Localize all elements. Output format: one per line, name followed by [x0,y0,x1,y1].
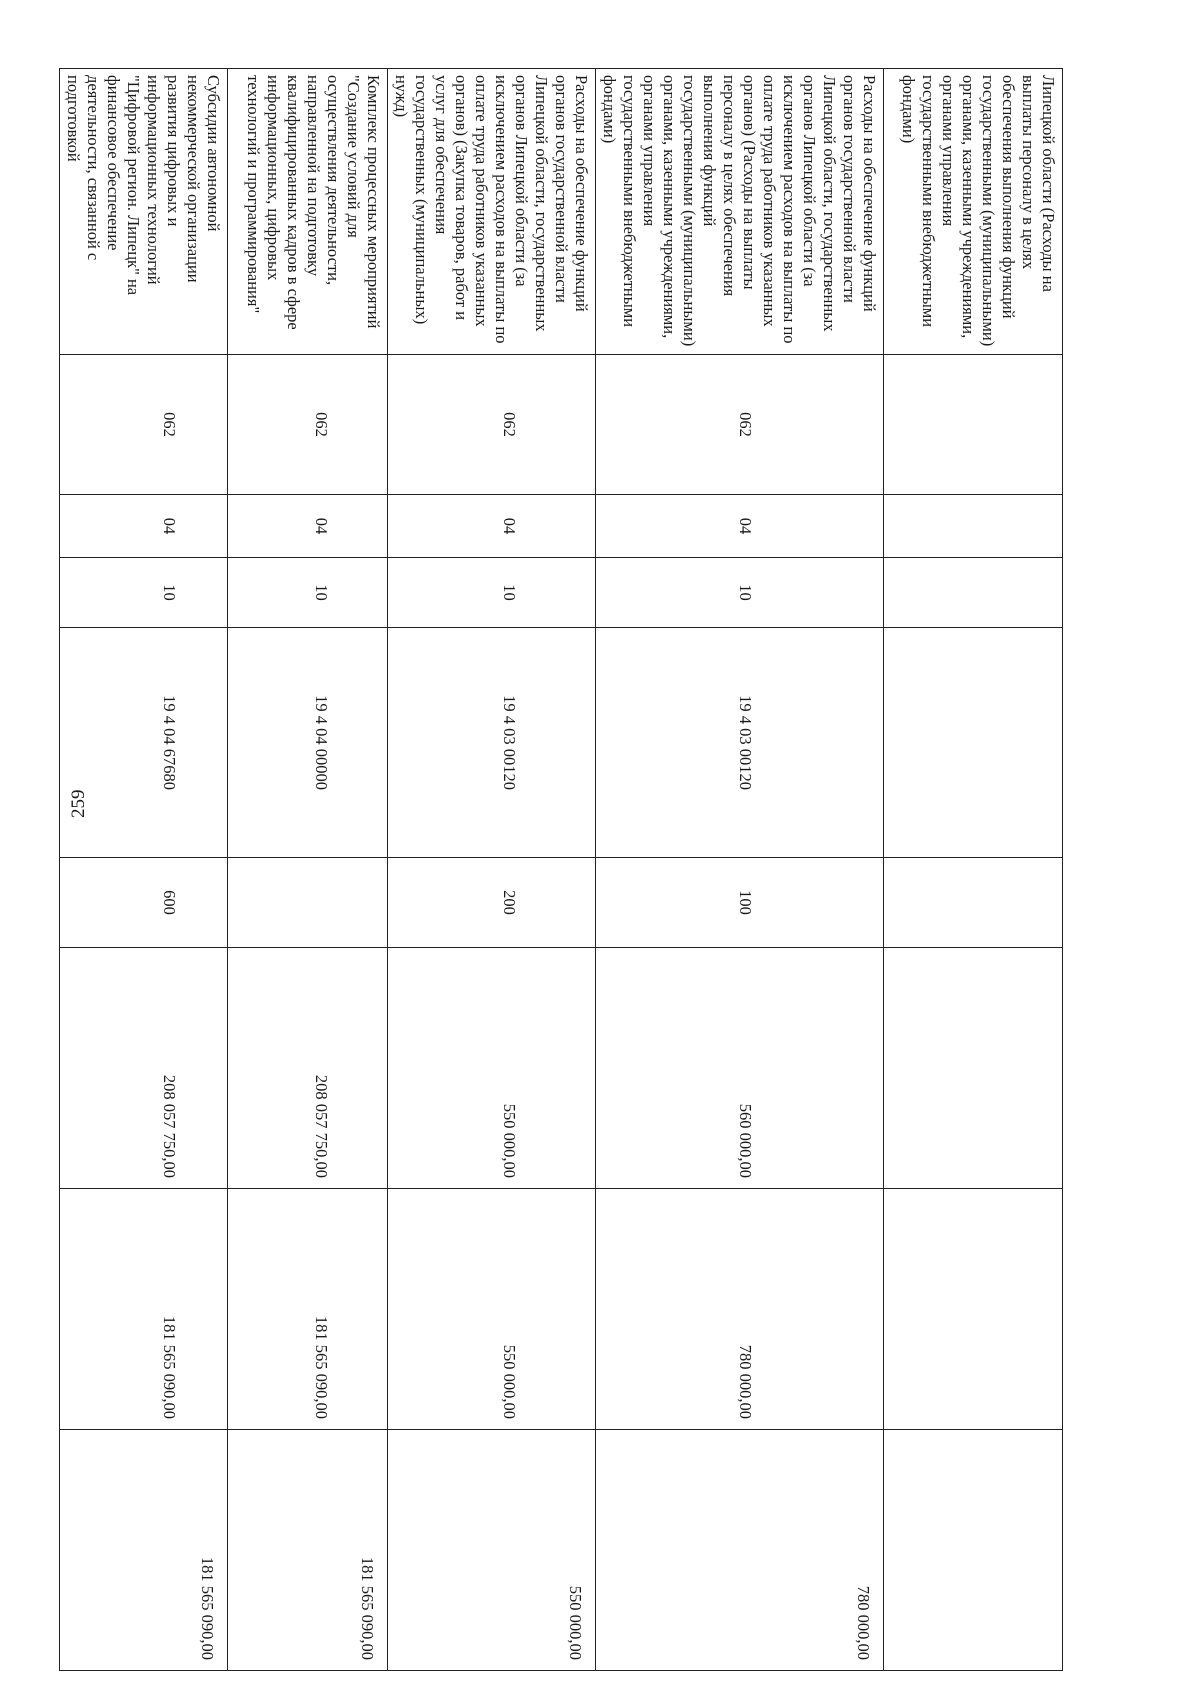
table-row [228,69,388,1671]
sum-year1-cell: 208 057 750,00 [228,948,388,1189]
rotated-table-container [59,68,1063,1671]
subsection-cell [884,558,1063,628]
row-name-cell: Расходы на обеспечение функций органов государственной власти Липецкой области, государственных органов Липецкой области (за исключением расходов на выплаты по оплате труда работников указанных органов) (Закупка товаров, работ и услуг для обеспечения государственных (муниципальных) нужд) [388,69,596,355]
target-article-cell: 19 4 03 00120 [596,628,884,858]
sum-year3-cell: 181 565 090,00 [228,1430,388,1671]
sum-year2-cell: 780 000,00 [596,1189,884,1430]
sum-year1-cell [884,948,1063,1189]
ministry-cell: 062 [388,355,596,495]
target-article-cell: 19 4 04 67680 [60,628,228,858]
section-cell: 04 [388,495,596,558]
ministry-cell: 062 [228,355,388,495]
sum-year2-cell: 181 565 090,00 [228,1189,388,1430]
expense-type-cell: 600 [60,858,228,948]
row-name-cell: Липецкой области (Расходы на выплаты персоналу в целях обеспечения выполнения функций государственными (муниципальными) органами, казенными учреждениями, органами управления государственными внебюджетными фондами) [884,69,1063,355]
row-name-cell: Расходы на обеспечение функций органов государственной власти Липецкой области, государственных органов Липецкой области (за исключением расходов на выплаты по оплате труда работников указанных органов) (Расходы на выплаты персоналу в целях обеспечения выполнения функций государственными (муниципальными) органами, казенными учреждениями, органами управления государственными внебюджетными фондами) [596,69,884,355]
table-row [884,69,1063,1671]
target-article-cell: 19 4 03 00120 [388,628,596,858]
ministry-cell [884,355,1063,495]
expense-type-cell [228,858,388,948]
ministry-cell: 062 [60,355,228,495]
table-row [388,69,596,1671]
target-article-cell [884,628,1063,858]
page-number: 259 [68,789,89,818]
row-name-cell: Комплекс процессных мероприятий "Создание условий для осуществления деятельности, направленной на подготовку квалифицированных кадров в сфере информационных, цифровых технологий и программирования" [228,69,388,355]
sum-year1-cell: 550 000,00 [388,948,596,1189]
sum-year3-cell: 181 565 090,00 [60,1430,228,1671]
expense-type-cell: 100 [596,858,884,948]
budget-table [59,68,1063,1671]
sum-year3-cell: 780 000,00 [596,1430,884,1671]
section-cell: 04 [60,495,228,558]
section-cell: 04 [596,495,884,558]
table-row [60,69,228,1671]
sum-year2-cell [884,1189,1063,1430]
section-cell: 04 [228,495,388,558]
ministry-cell: 062 [596,355,884,495]
expense-type-cell [884,858,1063,948]
sum-year1-cell: 560 000,00 [596,948,884,1189]
sum-year3-cell: 550 000,00 [388,1430,596,1671]
subsection-cell: 10 [228,558,388,628]
sum-year3-cell [884,1430,1063,1671]
sum-year2-cell: 550 000,00 [388,1189,596,1430]
subsection-cell: 10 [60,558,228,628]
sum-year2-cell: 181 565 090,00 [60,1189,228,1430]
sum-year1-cell: 208 057 750,00 [60,948,228,1189]
subsection-cell: 10 [596,558,884,628]
row-name-cell: Субсидии автономной некоммерческой организации развития цифровых и информационных технологий "Цифровой регион. Липецк" на финансовое обеспечение деятельности, связанной с подготовкой [60,69,228,355]
subsection-cell: 10 [388,558,596,628]
target-article-cell: 19 4 04 00000 [228,628,388,858]
table-row [596,69,884,1671]
section-cell [884,495,1063,558]
expense-type-cell: 200 [388,858,596,948]
